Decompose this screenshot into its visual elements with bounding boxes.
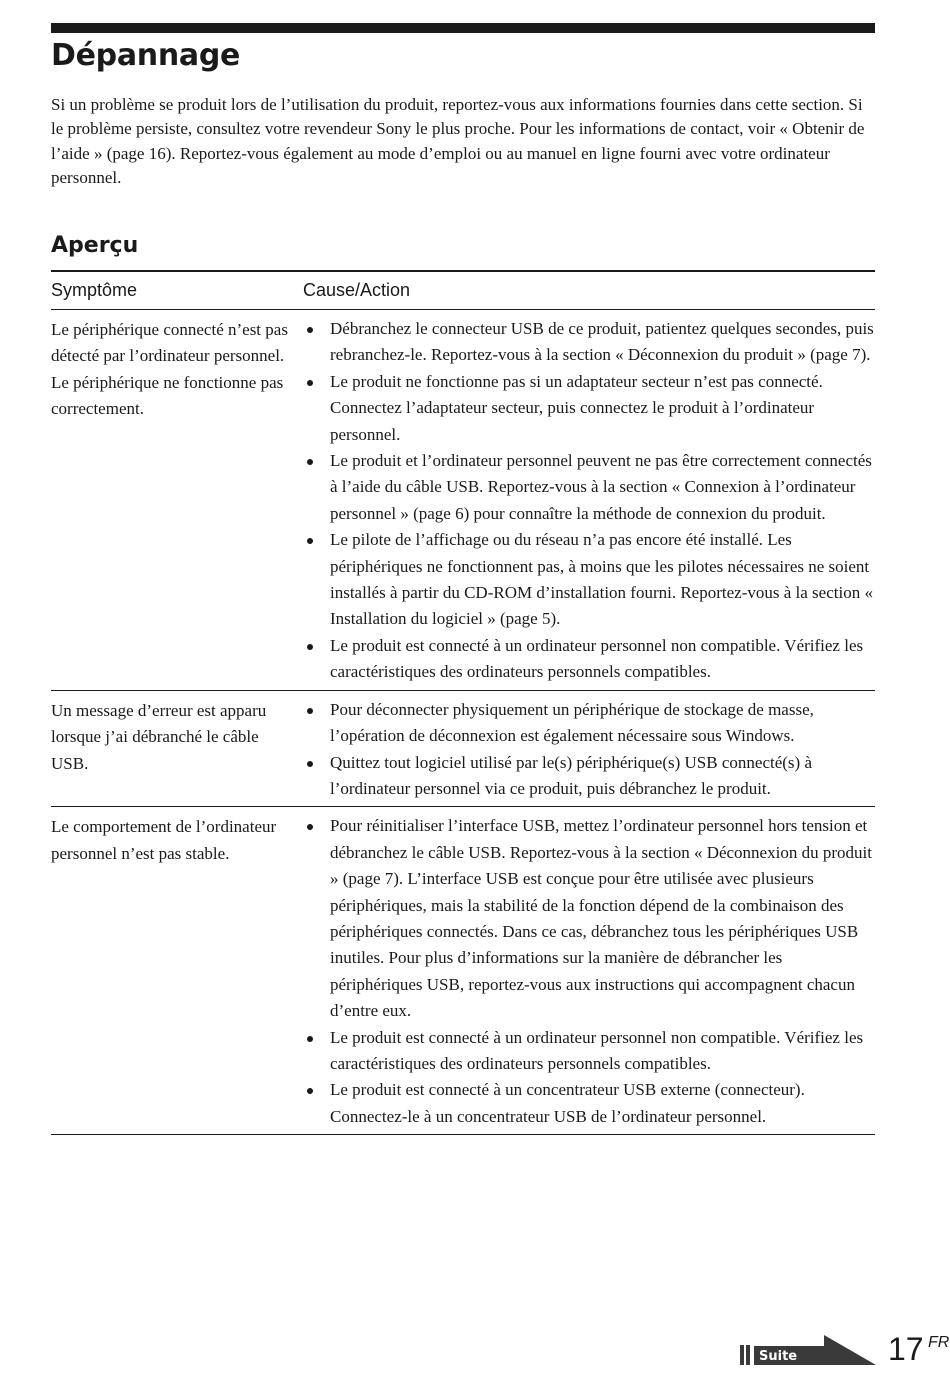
action-item: Le produit et l’ordinateur personnel peuvent ne pas être correctement connectés à l’aide du câble USB. Reportez-vous à la section « Connexion à l’ordinateur personnel » (page 6) pour connaître la méthode de connexion du produit. [303, 448, 875, 527]
page-footer [740, 1330, 950, 1370]
action-item: Le produit est connecté à un concentrateur USB externe (connecteur). Connectez-le à un concentrateur USB de l’ordinateur personnel. [303, 1077, 875, 1130]
action-item: Le produit est connecté à un ordinateur personnel non compatible. Vérifiez les caractéristiques des ordinateurs personnels compatibles. [303, 633, 875, 686]
continue-label: Suite [759, 1349, 798, 1364]
header-symptom: Symptôme [51, 280, 138, 300]
action-item: Quittez tout logiciel utilisé par le(s) périphérique(s) USB connecté(s) à l’ordinateur personnel via ce produit, puis débranchez le produit. [303, 750, 875, 803]
action-item: Débranchez le connecteur USB de ce produit, patientez quelques secondes, puis rebranchez-le. Reportez-vous à la section « Déconnexion du produit » (page 7). [303, 316, 875, 369]
page-language: FR [928, 1334, 950, 1351]
intro-paragraph: Si un problème se produit lors de l’utilisation du produit, reportez-vous aux informations fournies dans cette section. Si le problème persiste, consultez votre revendeur Sony le plus proche. Pour les informations de contact, voir « Obtenir de l’aide » (page 16). Reportez-vous également au mode d’emploi ou au manuel en ligne fourni avec votre ordinateur personnel. [51, 95, 865, 187]
action-list [303, 697, 875, 803]
action-cell [303, 697, 875, 803]
section-title: Aperçu [51, 233, 139, 258]
header-action: Cause/Action [303, 280, 411, 300]
symptom-cell: Un message d’erreur est apparu lorsque j’ai débranché le câble USB. [51, 700, 267, 773]
continue-bars-icon [740, 1345, 752, 1365]
table-header [51, 270, 875, 310]
action-item: Le produit ne fonctionne pas si un adaptateur secteur n’est pas connecté. Connectez l’adaptateur secteur, puis connectez le produit à l’ordinateur personnel. [303, 369, 875, 448]
symptom-cell: Le comportement de l’ordinateur personnel n’est pas stable. [51, 817, 277, 863]
action-item: Pour déconnecter physiquement un périphérique de stockage de masse, l’opération de déconnexion est également nécessaire sous Windows. [303, 697, 875, 750]
action-list [303, 316, 875, 686]
troubleshooting-table [51, 270, 875, 1135]
table-row [51, 691, 875, 808]
table-row [51, 807, 875, 1135]
symptom-cell: Le périphérique connecté n’est pas détecté par l’ordinateur personnel. Le périphérique ne fonctionne pas correctement. [51, 320, 288, 419]
action-cell [303, 316, 875, 686]
action-cell [303, 813, 875, 1130]
action-item: Pour réinitialiser l’interface USB, mettez l’ordinateur personnel hors tension et débranchez le câble USB. Reportez-vous à la section « Déconnexion du produit » (page 7). L’interface USB est conçue pour être utilisée avec plusieurs périphériques, mais la stabilité de la fonction dépend de la combinaison des périphériques connectés. Dans ce cas, débranchez tous les périphériques USB inutiles. Pour plus d’informations sur la manière de débrancher les périphériques USB, reportez-vous aux instructions qui accompagnent chacun d’entre eux. [303, 813, 875, 1024]
action-list [303, 813, 875, 1130]
action-item: Le pilote de l’affichage ou du réseau n’a pas encore été installé. Les périphériques ne fonctionnent pas, à moins que les pilotes nécessaires ne soient installés à partir du CD-ROM d’installation fourni. Reportez-vous à la section « Installation du logiciel » (page 5). [303, 527, 875, 633]
page-title: Dépannage [51, 38, 241, 73]
top-rule [51, 23, 875, 33]
page-number: 17 [888, 1331, 924, 1367]
action-item: Le produit est connecté à un ordinateur personnel non compatible. Vérifiez les caractéristiques des ordinateurs personnels compatibles. [303, 1025, 875, 1078]
table-row [51, 310, 875, 691]
